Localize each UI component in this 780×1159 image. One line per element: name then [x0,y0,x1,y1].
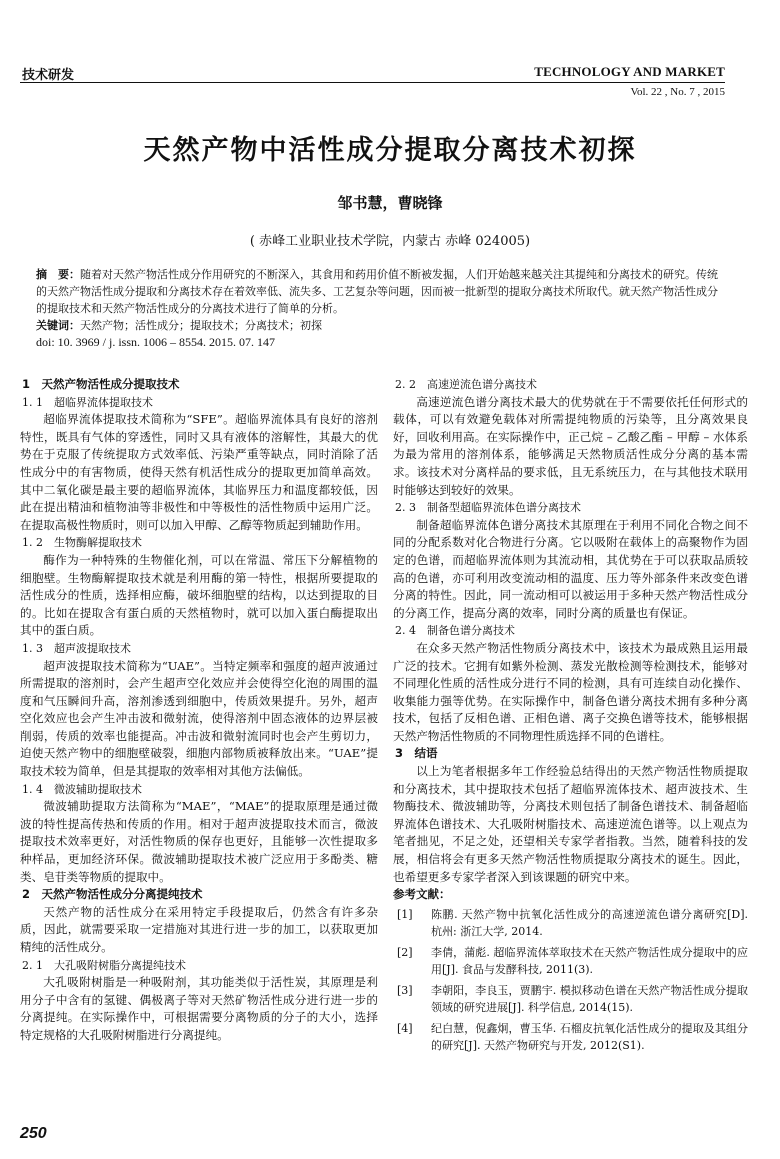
references-list [393,906,748,1054]
paragraph: 大孔吸附树脂是一种吸附剂，其功能类似于活性炭，其原理是利用分子中含有的氢键、偶极离子等对天然矿物活性成分进行进一步的分离提纯。在实际操作中，可根据需要分离物质的分子的大小，选择特定规格的大孔吸附树脂进行分离提纯。 [20,975,378,1042]
affiliation: ( 赤峰工业职业技术学院，内蒙古 赤峰 024005) [249,234,531,249]
reference-item [393,906,748,940]
section-heading: 2. 1 大孔吸附树脂分离提纯技术 [22,958,186,972]
keywords-text: 天然产物；活性成分；提取技术；分离技术；初探 [80,319,322,332]
header-section: 技术研发 [22,68,75,83]
keywords-label: 关键词： [36,319,80,332]
paragraph: 超声波提取技术简称为“UAE”。当特定频率和强度的超声波通过所需提取的溶剂时，会产生超声空化效应并会使得空化泡的周围的温度和气压瞬间升高，溶剂渗透到细胞中，传质效果提升。另外，超声空化效应也会产生冲击波和微射流，使得溶剂中固态液体的边界层被削弱，传质的效率也能提高。冲击波和微射流同时也会产生剪切力，迫使天然产物中的细胞壁破裂，细胞内部物质被释放出来。“UAE”提取技术较为简单，但是其提取的效率相对其他方法偏低。 [20,658,378,779]
section-heading: 3 结语 [395,746,438,761]
abstract [36,266,726,317]
paragraph: 微波辅助提取方法简称为“MAE”，“MAE”的提取原理是通过微波的特性提高传热和传质的作用。相对于超声波提取技术而言，微波提取技术效率更好，对活性物质的保存也更好，且能够一次性提取多种样品，更加经济环保。微波辅助提取技术被广泛应用于多酚类、糖类、皂苷类等物质的提取中。 [20,799,378,884]
header-journal: TECHNOLOGY AND MARKET [534,64,725,79]
keywords [36,317,726,334]
reference-number: [3] [397,983,413,997]
paragraph: 高速逆流色谱分离技术最大的优势就在于不需要依托任何形式的载体，可以有效避免载体对所需提纯物质的污染等，且分离效果良好，回收利用高。在实际操作中，正己烷 – 乙酸乙酯 – 甲醇 – 水体系为最为常用的溶剂体系，能够满足天然物质活性成分分离的基本需求。该技术对分离样品的要求低，且无系统压力，在与其他技术联用时能够达到较好的效果。 [393,394,748,497]
section-heading: 2. 3 制备型超临界流体色谱分离技术 [395,501,581,515]
paragraph: 制备超临界流体色谱分离技术其原理在于利用不同化合物之间不同的分配系数对化合物进行分离。它以吸附在载体上的高聚物作为固定的色谱，而超临界流体则为其流动相，其优势在于可以获取品质较高的色谱，亦可利用改变流动相的温度、压力等外部条件来改变色谱分离的特性。因此，同一流动相可以被运用于多种天然产物活性成分的分离工作，提高分离的效率，同时分离的质量也有保证。 [393,517,748,620]
reference-text: 李倩，蒲彪. 超临界流体萃取技术在天然产物活性成分提取中的应用[J]. 食品与发酵科技, 2011(3). [431,945,748,976]
reference-number: [4] [397,1021,413,1035]
paragraph: 天然产物的活性成分在采用特定手段提取后，仍然含有许多杂质，因此，就需要采取一定措施对其进行进一步的加工，以获取更加精纯的活性成分。 [20,904,378,954]
reference-text: 纪白慧，倪鑫炯，曹玉华. 石榴皮抗氧化活性成分的提取及其组分的研究[J]. 天然产物研究与开发, 2012(S1). [431,1021,748,1052]
paragraph: 酶作为一种特殊的生物催化剂，可以在常温、常压下分解植物的细胞壁。生物酶解提取技术就是利用酶的第一特性，根据所要提取的活性成分的性质，选择相应酶，破坏细胞壁的结构，以达到提取的目的。比如在提取含有蛋白质的天然植物时，就可以加入蛋白酶提取出其中的蛋白质。 [20,552,378,638]
header-rule [20,82,725,83]
paragraph: 超临界流体提取技术简称为“SFE”。超临界流体具有良好的溶剂特性，既具有气体的穿透性，同时又具有液体的溶解性，其最大的优势在于克服了传统提取方式效率低、污染严重等缺点，同时消除了活性成分中的有害物质，使得天然有机活性成分的提取更加简单高效。其中二氧化碳是最主要的超临界流体，其临界压力和温度都较低，因此在提出精油和植物油等非极性和中等极性的活性物质中运用广泛。在提取高极性物质时，则可以加入甲醇、乙醇等物质起到辅助作用。 [20,412,378,532]
section-heading: 1. 1 超临界流体提取技术 [22,395,153,409]
section-heading: 1. 3 超声波提取技术 [22,641,131,655]
page-number: 250 [20,1125,47,1142]
section-heading: 2. 4 制备色谱分离技术 [395,624,515,638]
section-heading: 1 天然产物活性成分提取技术 [22,377,180,391]
doi: doi: 10. 3969 / j. issn. 1006 – 8554. 2015. 07. 147 [36,335,276,349]
abstract-block [36,266,726,351]
reference-text: 李朝阳，李良玉，贾鹏宇. 模拟移动色谱在天然产物活性成分提取领域的研究进展[J]. 科学信息, 2014(15). [431,983,748,1014]
abstract-text: 随着对天然产物活性成分作用研究的不断深入，其食用和药用价值不断被发掘，人们开始越来越关注其提纯和分离技术的研究。传统的天然产物活性成分提取和分离技术存在着效率低、流失多、工艺复杂等问题，因而被一批新型的提取分离技术所取代。就天然产物活性成分的提取技术和天然产物活性成分的分离技术进行了简单的分析。 [36,268,718,315]
references-title: 参考文献： [393,887,451,902]
paragraph: 以上为笔者根据多年工作经验总结得出的天然产物活性物质提取和分离技术，其中提取技术包括了超临界流体技术、超声波技术、生物酶技术、微波辅助等，分离技术则包括了制备色谱技术、制备超临界流体色谱技术、大孔吸附树脂技术、高速逆流色谱等。以上观点为笔者拙见，不足之处，还望相关专家学者指教。当然，随着科技的发展，相信将会有更多天然产物活性物质提取分离技术的诞生。因此，也希望更多专家学者深入到该课题的研究中来。 [393,764,748,884]
reference-item [393,944,748,978]
left-column [20,376,378,1045]
section-heading: 1. 2 生物酶解提取技术 [22,536,142,550]
article-title: 天然产物中活性成分提取分离技术初探 [143,135,637,166]
reference-number: [2] [397,945,413,959]
section-heading: 1. 4 微波辅助提取技术 [22,782,142,796]
authors: 邹书慧，曹晓锋 [337,194,443,212]
abstract-label: 摘 要： [36,268,80,281]
reference-number: [1] [397,907,413,921]
reference-text: 陈鹏. 天然产物中抗氧化活性成分的高速逆流色谱分离研究[D]. 杭州: 浙江大学, 2014. [431,907,748,938]
right-column [393,376,748,1058]
reference-item [393,1020,748,1054]
section-heading: 2 天然产物活性成分分离提纯技术 [22,887,203,902]
reference-item [393,982,748,1016]
section-heading: 2. 2 高速逆流色谱分离技术 [395,378,537,391]
header-volume: Vol. 22 , No. 7 , 2015 [630,86,725,98]
paragraph: 在众多天然产物活性物质分离技术中，该技术为最成熟且运用最广泛的技术。它拥有如紫外检测、蒸发光散检测等检测技术，能够对不同理化性质的活性成分进行不同的检测，具有可连续自动化操作、收集能力强等优势。在实际操作中，制备色谱分离技术拥有多种分离技术，包括了反相色谱、正相色谱、离子交换色谱等技术，能够根据天然产物活性物质的不同物理性质选择不同的色谱柱。 [393,640,748,743]
